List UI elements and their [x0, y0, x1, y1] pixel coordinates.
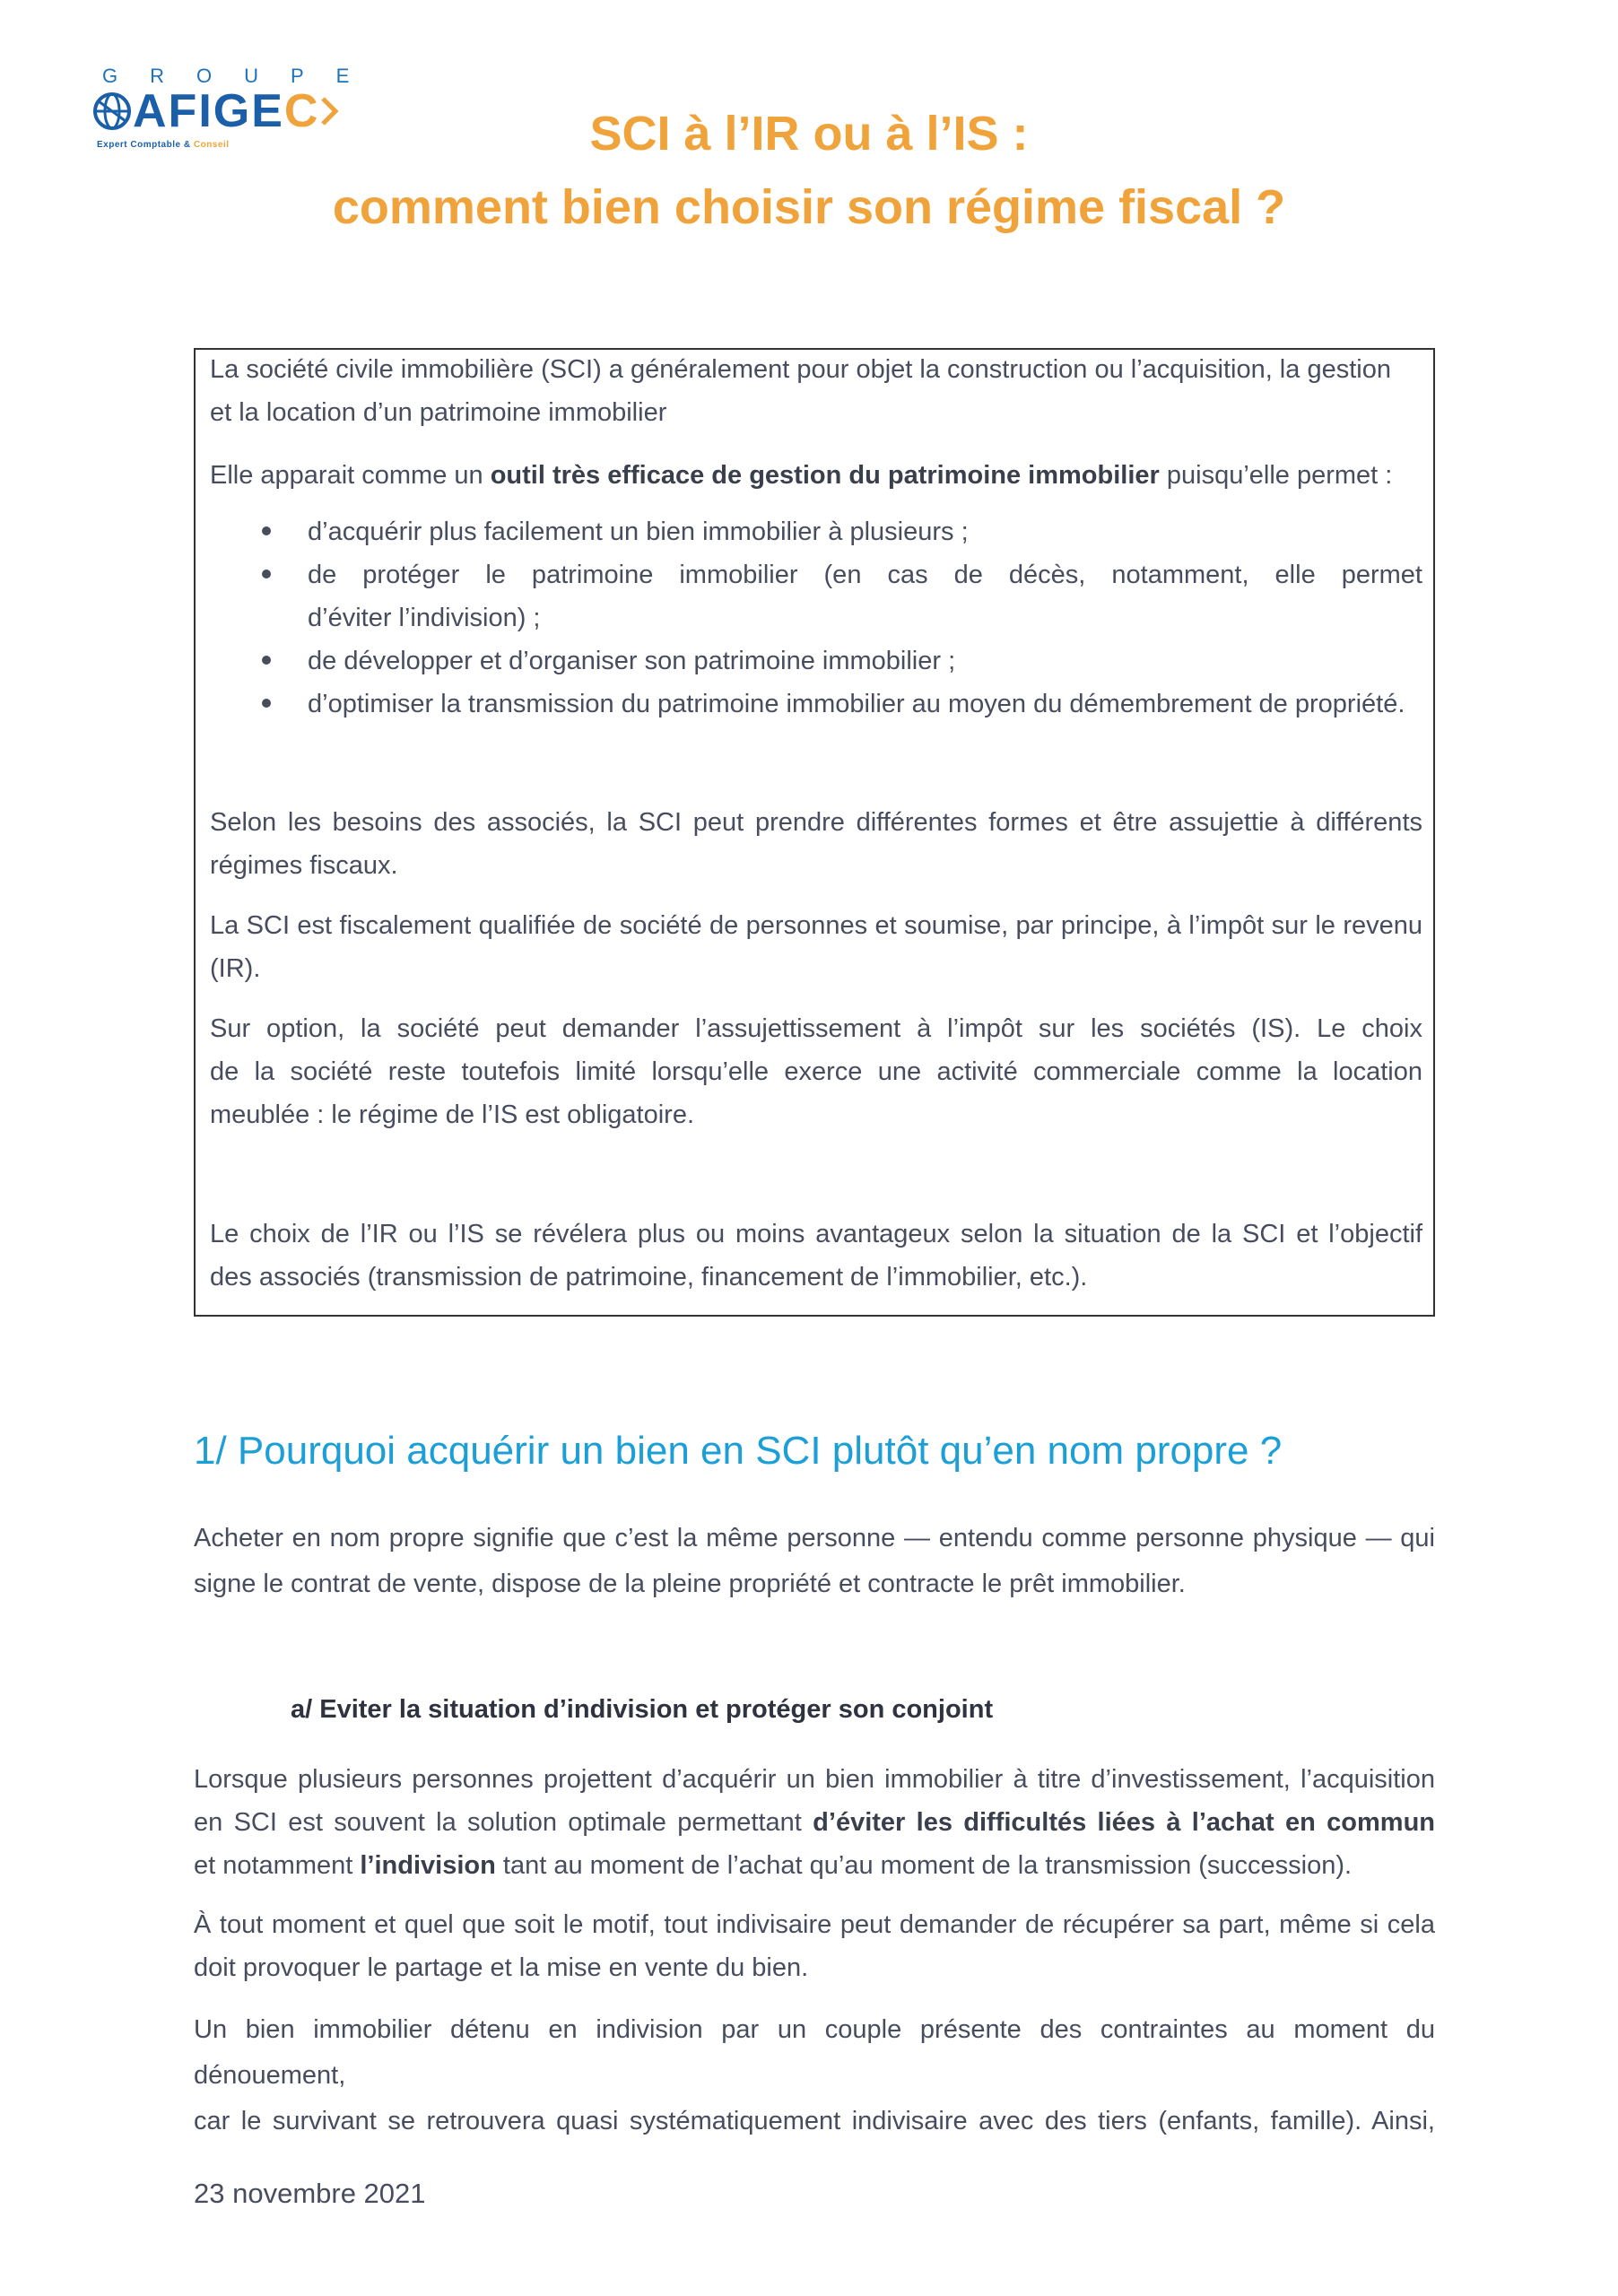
section-paragraph-1: Acheter en nom propre signifie que c’est la même personne — entendu comme personne physique — qui signe le contrat de vente, dispose de la pleine propriété et contracte le prêt immobilier. — [194, 1524, 1435, 1598]
logo-tagline: Expert Comptable & Conseil — [97, 140, 230, 150]
highlight-text: outil très efficace de gestion du patrimoine immobilier — [490, 461, 1160, 490]
highlight-text: d’éviter les difficultés liées à l’achat en commun — [813, 1808, 1435, 1837]
highlight-text: l’indivision — [360, 1851, 496, 1880]
logo-name-main: AFIGE — [133, 85, 284, 137]
intro-paragraph-4: La SCI est fiscalement qualifiée de société de personnes et soumise, par principe, à l’impôt sur le revenu (IR). — [210, 911, 1422, 983]
bullet-item: de développer et d’organiser son patrimoine immobilier ; — [308, 647, 956, 675]
subsection-heading: a/ Eviter la situation d’indivision et protéger son conjoint — [291, 1695, 994, 1724]
logo-name-c: C — [283, 85, 320, 137]
intro-paragraph-2: Elle apparait comme un outil très efficace de gestion du patrimoine immobilier puisqu’elle permet : — [210, 461, 1393, 490]
bullet-dot — [262, 570, 271, 578]
section-paragraph-2: Lorsque plusieurs personnes projettent d’acquérir un bien immobilier à titre d’investissement, l’acquisition en SCI est souvent la solution optimale permettant d’éviter les difficultés liées à l’achat en commun et notamment l’indivision tant au moment de l’achat qu’au moment de la transmission (succession). — [194, 1765, 1435, 1880]
intro-paragraph-3: Selon les besoins des associés, la SCI peut prendre différentes formes et être assujettie à différents régimes fiscaux. — [210, 808, 1422, 880]
section-paragraph-3: À tout moment et quel que soit le motif, tout indivisaire peut demander de récupérer sa part, même si cela doit provoquer le partage et la mise en vente du bien. — [194, 1910, 1435, 1982]
bullet-dot — [262, 699, 271, 708]
section-heading: 1/ Pourquoi acquérir un bien en SCI plutôt qu’en nom propre ? — [194, 1429, 1283, 1473]
logo-groupe-text: GROUPE — [102, 65, 382, 87]
intro-paragraph-6: Le choix de l’IR ou l’IS se révélera plus ou moins avantageux selon la situation de la SCI et l’objectif des associés (transmission de patrimoine, financement de l’immobilier, etc.). — [210, 1220, 1422, 1292]
intro-paragraph-1: La société civile immobilière (SCI) a généralement pour objet la construction ou l’acquisition, la gestion et la location d’un patrimoine immobilier — [210, 355, 1391, 427]
bullet-item: de protéger le patrimoine immobilier (en cas de décès, notamment, elle permet — [308, 561, 1422, 589]
bullet-item: d’acquérir plus facilement un bien immobilier à plusieurs ; — [308, 517, 969, 546]
bullet-item-continued: d’éviter l’indivision) ; — [308, 604, 541, 632]
document-title-line2: comment bien choisir son régime fiscal ? — [332, 180, 1286, 234]
intro-paragraph-5: Sur option, la société peut demander l’assujettissement à l’impôt sur les sociétés (IS). Le choix de la société reste toutefois limité lorsqu’elle exerce une activité commerciale comme la location meublée : le régime de l’IS est obligatoire. — [210, 1014, 1422, 1129]
bullet-dot — [262, 656, 271, 665]
document-title-line1: SCI à l’IR ou à l’IS : — [589, 107, 1029, 161]
bullet-item: d’optimiser la transmission du patrimoine immobilier au moyen du démembrement de propriété. — [308, 690, 1405, 718]
bullet-dot — [262, 526, 271, 535]
footer-date: 23 novembre 2021 — [194, 2178, 426, 2209]
section-paragraph-4: Un bien immobilier détenu en indivision par un couple présente des contraintes au moment du dénouement, car le survivant se retrouvera quasi systématiquement indivisaire avec des tiers (enfants, famille). Ainsi, — [194, 2015, 1435, 2135]
